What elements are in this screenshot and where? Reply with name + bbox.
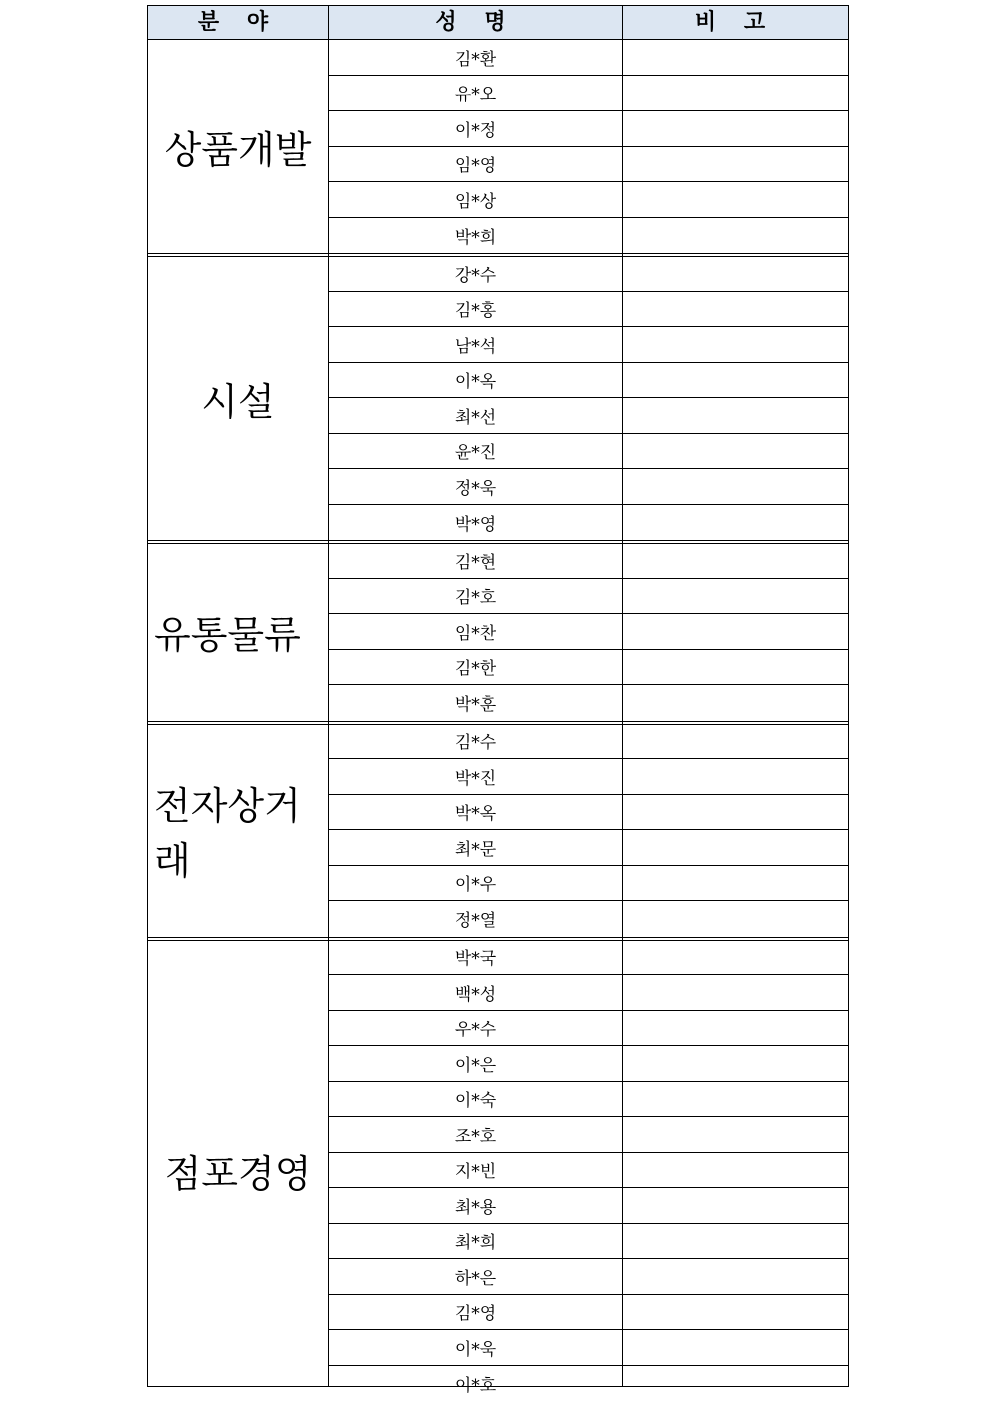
member-name: 박*희 — [454, 227, 497, 248]
category-group — [148, 543, 848, 721]
remarks-cell — [623, 685, 847, 721]
remarks-cell — [623, 292, 847, 327]
table-row — [329, 1188, 848, 1224]
table-row — [329, 76, 848, 112]
table-row — [329, 111, 848, 147]
remarks-cell — [623, 256, 847, 291]
category-group — [148, 256, 848, 540]
member-name: 이*은 — [454, 1055, 497, 1076]
member-name: 김*홍 — [454, 301, 497, 322]
member-name: 박*진 — [454, 768, 497, 789]
remarks-cell — [623, 1188, 847, 1223]
member-name: 남*석 — [454, 336, 497, 357]
table-row — [329, 795, 848, 831]
remarks-cell — [623, 795, 847, 830]
member-name: 이*정 — [454, 120, 497, 141]
table-row — [329, 40, 848, 76]
member-name: 임*찬 — [454, 623, 497, 644]
member-name: 최*용 — [454, 1197, 497, 1218]
member-name: 정*욱 — [454, 478, 497, 499]
member-name: 박*훈 — [454, 695, 497, 716]
remarks-cell — [623, 1046, 847, 1081]
remarks-cell — [623, 614, 847, 649]
table-row — [329, 1295, 848, 1331]
remarks-cell — [623, 398, 847, 433]
member-name: 정*열 — [454, 911, 497, 932]
table-row — [329, 434, 848, 470]
column-divider — [328, 5, 329, 1386]
table-row — [329, 1259, 848, 1295]
table-row — [329, 505, 848, 541]
table-row — [329, 940, 848, 976]
remarks-cell — [623, 1153, 847, 1188]
member-name: 윤*진 — [454, 443, 497, 464]
table-row — [329, 1224, 848, 1260]
member-name: 이*숙 — [454, 1091, 497, 1112]
member-name: 김*수 — [454, 733, 497, 754]
table-row — [329, 1011, 848, 1047]
remarks-cell — [623, 1366, 847, 1402]
member-name: 지*빈 — [454, 1162, 497, 1183]
header-category: 분 야 — [197, 10, 279, 35]
member-name: 김*호 — [454, 588, 497, 609]
table-row — [329, 830, 848, 866]
member-table — [147, 5, 849, 1396]
remarks-cell — [623, 1011, 847, 1046]
member-name: 김*현 — [454, 552, 497, 573]
remarks-cell — [623, 218, 847, 254]
table-row — [329, 363, 848, 399]
remarks-cell — [623, 901, 847, 937]
remarks-cell — [623, 111, 847, 146]
remarks-cell — [623, 40, 847, 75]
table-row — [329, 292, 848, 328]
category-label: 점포경영 — [164, 1151, 312, 1196]
remarks-cell — [623, 1117, 847, 1152]
remarks-cell — [623, 1330, 847, 1365]
remarks-cell — [623, 1082, 847, 1117]
remarks-cell — [623, 759, 847, 794]
member-name: 최*문 — [454, 839, 497, 860]
table-header — [148, 5, 848, 40]
table-row — [329, 256, 848, 292]
remarks-cell — [623, 182, 847, 217]
remarks-cell — [623, 650, 847, 685]
member-name: 이*호 — [454, 1375, 497, 1396]
remarks-cell — [623, 975, 847, 1010]
member-name: 박*국 — [454, 949, 497, 970]
remarks-cell — [623, 76, 847, 111]
remarks-cell — [623, 505, 847, 541]
table-row — [329, 579, 848, 615]
table-row — [329, 1117, 848, 1153]
table-row — [329, 218, 848, 254]
table-row — [329, 1082, 848, 1118]
category-label: 유통물류 — [154, 613, 301, 658]
member-name: 이*옥 — [454, 372, 497, 393]
member-name: 박*영 — [454, 514, 497, 535]
remarks-cell — [623, 1259, 847, 1294]
table-row — [329, 759, 848, 795]
remarks-cell — [623, 434, 847, 469]
member-name: 조*호 — [454, 1126, 497, 1147]
category-label: 상품개발 — [164, 128, 312, 172]
member-name: 하*은 — [454, 1268, 497, 1289]
table-row — [329, 975, 848, 1011]
table-row — [329, 1153, 848, 1189]
remarks-cell — [623, 1224, 847, 1259]
member-name: 김*환 — [454, 49, 497, 70]
remarks-cell — [623, 724, 847, 759]
member-name: 최*선 — [454, 407, 497, 428]
member-name: 최*희 — [454, 1233, 497, 1254]
member-name: 박*옥 — [454, 804, 497, 825]
member-name: 임*상 — [454, 191, 497, 212]
remarks-cell — [623, 866, 847, 901]
category-group — [148, 724, 848, 937]
remarks-cell — [623, 327, 847, 362]
table-row — [329, 1330, 848, 1366]
remarks-cell — [623, 1295, 847, 1330]
table-row — [329, 1046, 848, 1082]
table-row — [329, 901, 848, 937]
table-row — [329, 685, 848, 721]
table-row — [329, 543, 848, 579]
category-group — [148, 940, 848, 1402]
header-name: 성 명 — [435, 10, 516, 35]
remarks-cell — [623, 147, 847, 182]
header-remarks: 비 고 — [694, 10, 776, 35]
remarks-cell — [623, 469, 847, 504]
remarks-cell — [623, 940, 847, 975]
member-name: 강*수 — [454, 265, 497, 286]
table-row — [329, 650, 848, 686]
remarks-cell — [623, 363, 847, 398]
category-group — [148, 40, 848, 253]
category-label: 시설 — [201, 379, 275, 424]
remarks-cell — [623, 543, 847, 578]
table-row — [329, 724, 848, 760]
member-name: 우*수 — [454, 1020, 497, 1041]
member-name: 이*우 — [454, 875, 497, 896]
table-row — [329, 327, 848, 363]
member-name: 유*오 — [454, 85, 497, 106]
table-row — [329, 469, 848, 505]
table-row — [329, 398, 848, 434]
table-row — [329, 1366, 848, 1402]
member-name: 김*한 — [454, 659, 497, 680]
member-name: 이*욱 — [454, 1339, 497, 1360]
member-name: 김*영 — [454, 1304, 497, 1325]
column-divider — [622, 5, 623, 1386]
remarks-cell — [623, 830, 847, 865]
member-name: 백*성 — [454, 984, 497, 1005]
member-name: 임*영 — [454, 156, 497, 177]
category-label: 전자상거래 — [154, 784, 301, 883]
table-row — [329, 147, 848, 183]
table-row — [329, 614, 848, 650]
table-row — [329, 182, 848, 218]
table-row — [329, 866, 848, 902]
remarks-cell — [623, 579, 847, 614]
